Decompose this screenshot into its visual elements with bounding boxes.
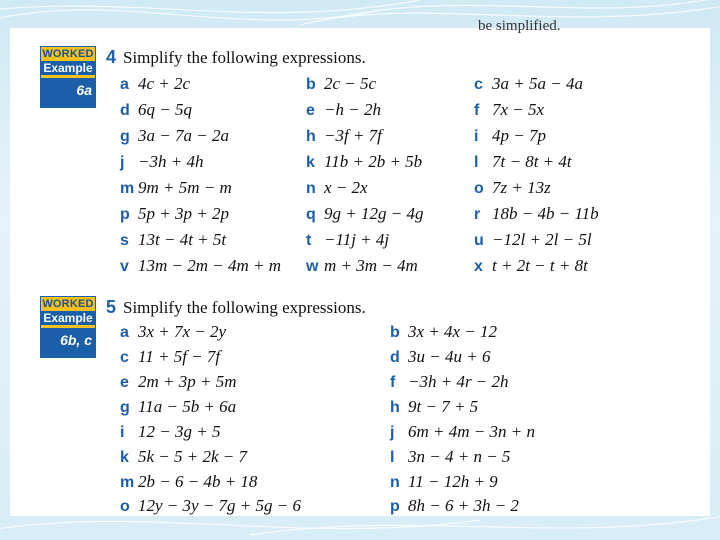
item-expression: 11 + 5f − 7f — [138, 347, 221, 366]
question-number: 5 — [106, 297, 117, 317]
exercise-item — [474, 126, 546, 148]
exercise-item — [120, 372, 237, 394]
exercise-item — [120, 322, 226, 344]
item-expression: 7z + 13z — [492, 178, 551, 197]
badge-reference: 6a — [76, 82, 92, 98]
item-expression: −3h + 4r − 2h — [408, 372, 509, 391]
exercise-item — [306, 256, 418, 278]
item-letter: u — [474, 232, 484, 249]
exercise-item — [306, 74, 376, 96]
worked-example-badge-6a — [40, 46, 96, 108]
item-expression: 8h − 6 + 3h − 2 — [408, 496, 519, 515]
exercise-item — [120, 126, 229, 148]
item-expression: 7t − 8t + 4t — [492, 152, 572, 171]
question-prompt: Simplify the following expressions. — [123, 48, 366, 67]
item-letter: q — [306, 206, 316, 223]
item-expression: −11j + 4j — [324, 230, 390, 249]
exercise-item — [306, 178, 368, 200]
exercise-item — [120, 397, 236, 419]
item-expression: 9m + 5m − m — [138, 178, 232, 197]
item-expression: 7x − 5x — [492, 100, 545, 119]
item-letter: r — [474, 206, 481, 223]
item-letter: n — [306, 180, 316, 197]
item-expression: 3a − 7a − 2a — [138, 126, 229, 145]
item-letter: k — [306, 154, 315, 171]
header-cutoff-text: be simplified. — [478, 18, 561, 34]
exercise-item — [474, 204, 599, 226]
question-number: 4 — [106, 47, 117, 67]
exercise-item — [120, 496, 301, 518]
exercise-item — [390, 322, 497, 344]
item-letter: w — [306, 258, 319, 275]
item-letter: e — [120, 374, 129, 391]
exercise-item — [474, 74, 583, 96]
item-letter: c — [474, 76, 483, 93]
exercise-item — [306, 100, 381, 122]
question-prompt: Simplify the following expressions. — [123, 298, 366, 317]
item-letter: v — [120, 258, 129, 275]
item-expression: 11b + 2b + 5b — [324, 152, 423, 171]
item-expression: 6m + 4m − 3n + n — [408, 422, 535, 441]
item-expression: 2c − 5c — [324, 74, 377, 93]
item-expression: −3f + 7f — [324, 126, 382, 145]
exercise-item — [120, 204, 229, 226]
item-letter: p — [120, 206, 130, 223]
item-letter: b — [390, 324, 400, 341]
item-letter: p — [390, 498, 400, 515]
item-expression: 9t − 7 + 5 — [408, 397, 479, 416]
item-expression: 11a − 5b + 6a — [138, 397, 237, 416]
item-letter: a — [120, 76, 129, 93]
exercise-item — [120, 230, 226, 252]
item-expression: 18b − 4b − 11b — [492, 204, 599, 223]
item-expression: 3x + 7x − 2y — [138, 322, 227, 341]
exercise-item — [390, 422, 535, 444]
item-expression: t + 2t − t + 8t — [492, 256, 588, 275]
item-letter: f — [474, 102, 480, 119]
exercise-item — [390, 347, 490, 369]
item-letter: f — [390, 374, 396, 391]
worksheet-page — [10, 18, 710, 516]
item-expression: 12 − 3g + 5 — [138, 422, 221, 441]
exercise-item — [306, 230, 389, 252]
badge-label-example: Example — [40, 311, 96, 325]
item-expression: −h − 2h — [324, 100, 381, 119]
item-expression: 2m + 3p + 5m — [138, 372, 237, 391]
item-letter: h — [390, 399, 400, 416]
item-letter: j — [120, 154, 125, 171]
item-expression: 5k − 5 + 2k − 7 — [138, 447, 248, 466]
item-letter: d — [390, 349, 400, 366]
item-letter: o — [474, 180, 484, 197]
item-letter: l — [390, 449, 395, 466]
item-expression: 3a + 5a − 4a — [492, 74, 583, 93]
exercise-item — [306, 152, 422, 174]
exercise-item — [120, 347, 220, 369]
item-expression: m + 3m − 4m — [324, 256, 418, 275]
item-expression: 12y − 3y − 7g + 5g − 6 — [138, 496, 301, 515]
item-letter: b — [306, 76, 316, 93]
item-expression: 3n − 4 + n − 5 — [408, 447, 511, 466]
item-letter: o — [120, 498, 130, 515]
item-letter: c — [120, 349, 129, 366]
item-letter: x — [474, 258, 483, 275]
item-letter: l — [474, 154, 479, 171]
exercise-item — [120, 74, 190, 96]
item-expression: 4c + 2c — [138, 74, 191, 93]
exercise-item — [474, 230, 592, 252]
item-letter: g — [120, 399, 130, 416]
exercise-item — [390, 447, 510, 469]
item-expression: 13m − 2m − 4m + m — [138, 256, 282, 275]
item-letter: t — [306, 232, 312, 249]
badge-label-worked: WORKED — [42, 298, 94, 310]
item-expression: 3x + 4x − 12 — [408, 322, 498, 341]
item-letter: n — [390, 474, 400, 491]
exercise-item — [120, 256, 281, 278]
item-expression: x − 2x — [324, 178, 368, 197]
item-letter: m — [120, 180, 135, 197]
badge-label-example: Example — [40, 61, 96, 75]
exercise-item — [474, 178, 551, 200]
item-letter: j — [390, 424, 395, 441]
exercise-item — [306, 204, 423, 226]
item-letter: h — [306, 128, 316, 145]
item-letter: a — [120, 324, 129, 341]
exercise-item — [390, 472, 498, 494]
item-expression: 9g + 12g − 4g — [324, 204, 424, 223]
badge-label-worked: WORKED — [42, 48, 94, 60]
item-expression: 4p − 7p — [492, 126, 546, 145]
badge-reference: 6b, c — [60, 332, 92, 348]
exercise-item — [120, 447, 247, 469]
exercise-item — [120, 100, 192, 122]
item-letter: i — [474, 128, 479, 145]
item-letter: e — [306, 102, 315, 119]
item-expression: 13t − 4t + 5t — [138, 230, 227, 249]
exercise-item — [474, 256, 588, 278]
exercise-item — [390, 372, 509, 394]
item-letter: d — [120, 102, 130, 119]
item-expression: 5p + 3p + 2p — [138, 204, 229, 223]
worked-example-badge-6bc — [40, 296, 96, 358]
item-expression: −3h + 4h — [138, 152, 204, 171]
exercise-item — [120, 178, 232, 200]
item-expression: −12l + 2l − 5l — [492, 230, 592, 249]
exercise-item — [474, 100, 544, 122]
item-letter: s — [120, 232, 129, 249]
item-letter: k — [120, 449, 129, 466]
exercise-item — [306, 126, 382, 148]
item-expression: 3u − 4u + 6 — [408, 347, 491, 366]
exercise-item — [474, 152, 572, 174]
exercise-item — [120, 472, 257, 494]
item-expression: 11 − 12h + 9 — [408, 472, 498, 491]
exercise-item — [120, 422, 220, 444]
item-letter: g — [120, 128, 130, 145]
item-letter: i — [120, 424, 125, 441]
exercise-item — [390, 397, 478, 419]
exercise-item — [120, 152, 203, 174]
exercise-item — [390, 496, 519, 518]
item-letter: m — [120, 474, 135, 491]
item-expression: 6q − 5q — [138, 100, 192, 119]
item-expression: 2b − 6 − 4b + 18 — [138, 472, 258, 491]
